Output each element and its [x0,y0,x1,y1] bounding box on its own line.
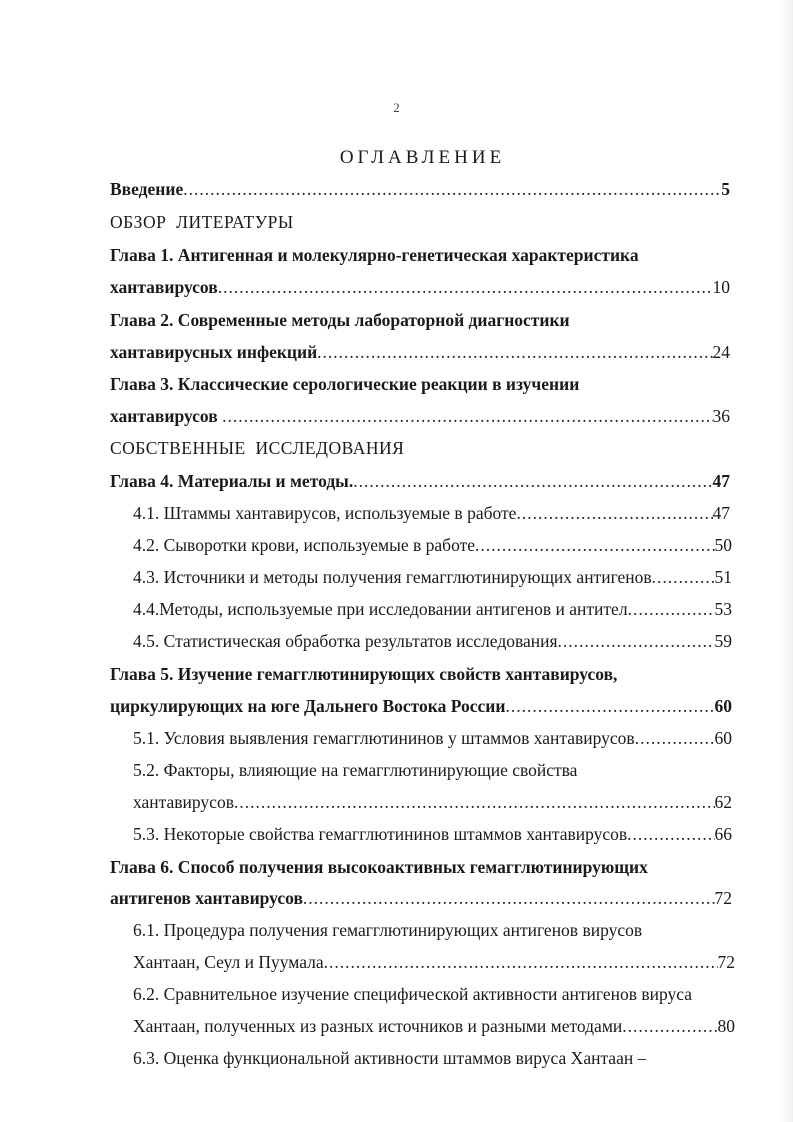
toc-entry-text: антигенов хантавирусов [110,888,303,908]
toc-entry-text: Введение [110,179,184,199]
toc-entry-page: 10 [712,277,730,297]
toc-leader-dots [183,178,721,200]
toc-entry-s6-1[interactable] [133,951,735,973]
page-number: 2 [393,100,400,115]
toc-leader-dots [627,823,714,845]
toc-entry-ch5[interactable] [110,695,732,717]
toc-leader-dots [558,630,715,652]
toc-entry-ch6[interactable] [110,887,732,909]
toc-entry-page: 72 [717,952,735,972]
toc-entry-page: 47 [712,471,730,491]
toc-entry-s4-2[interactable] [133,534,732,556]
toc-entry-text: Хантаан, Сеул и Пуумала [133,952,324,972]
toc-entry-text: Хантаан, полученных из разных источников и разными методами [133,1016,623,1036]
toc-entry-page: 53 [714,599,732,619]
toc-leader-dots [475,534,714,556]
toc-entry-page: 62 [714,792,732,812]
toc-entry-ch2-line1[interactable]: Глава 2. Современные методы лабораторной диагностики [110,310,570,330]
toc-entry-s4-5[interactable] [133,630,732,652]
toc-entry-page: 60 [714,696,732,716]
scan-edge-shadow [779,0,793,1122]
toc-entry-s4-3[interactable] [133,566,732,588]
toc-entry-page: 72 [714,888,732,908]
toc-entry-ch6-line1[interactable]: Глава 6. Способ получения высокоактивных гемагглютинирующих [110,857,648,877]
toc-entry-intro[interactable] [110,178,730,200]
toc-entry-text: хантавирусов [133,792,234,812]
toc-entry-s5-3[interactable] [133,823,732,845]
toc-entry-page: 24 [712,342,730,362]
page-title: ОГЛАВЛЕНИЕ [339,147,506,168]
toc-entry-ch4[interactable] [110,470,730,492]
toc-entry-text: хантавирусов [110,277,218,297]
toc-leader-dots [218,276,713,298]
toc-entry-s6-2[interactable] [133,1015,735,1037]
toc-leader-dots [324,951,718,973]
toc-entry-ch3-line1[interactable]: Глава 3. Классические серологические реакции в изучении [110,374,580,394]
toc-leader-dots [652,566,715,588]
toc-leader-dots [505,695,714,717]
toc-entry-s5-2[interactable] [133,791,732,813]
toc-entry-text: 5.3. Некоторые свойства гемагглютининов штаммов хантавирусов [133,824,628,844]
toc-entry-text: 4.2. Сыворотки крови, используемые в работе [133,535,476,555]
toc-entry-s6-2-line1[interactable]: 6.2. Сравнительное изучение специфической активности антигенов вируса [133,984,693,1004]
toc-leader-dots [622,1015,717,1037]
toc-entry-text: хантавирусов [110,406,223,426]
toc-entry-text: 4.3. Источники и методы получения гемагглютинирующих антигенов [133,567,652,587]
toc-entry-ch1[interactable] [110,276,730,298]
toc-entry-s5-1[interactable] [133,727,732,749]
toc-entry-page: 51 [714,567,732,587]
toc-entry-page: 47 [712,503,730,523]
toc-entry-text: 4.1. Штаммы хантавирусов, используемые в работе [133,503,517,523]
toc-entry-text: хантавирусных инфекций [110,342,318,362]
toc-entry-ch3[interactable] [110,405,730,427]
toc-leader-dots [628,598,715,620]
toc-entry-s4-1[interactable] [133,502,730,524]
toc-entry-page: 60 [714,728,732,748]
section-heading-review: ОБЗОР ЛИТЕРАТУРЫ [110,212,294,232]
toc-leader-dots [222,405,712,427]
toc-leader-dots [317,341,712,363]
toc-entry-text: 5.1. Условия выявления гемагглютининов у штаммов хантавирусов [133,728,635,748]
toc-entry-s6-1-line1[interactable]: 6.1. Процедура получения гемагглютинирующих антигенов вирусов [133,920,643,940]
toc-entry-s5-2-line1[interactable]: 5.2. Факторы, влияющие на гемагглютинирующие свойства [133,760,578,780]
toc-entry-text: 4.5. Статистическая обработка результатов исследования [133,631,558,651]
toc-entry-ch5-line1[interactable]: Глава 5. Изучение гемагглютинирующих свойств хантавирусов, [110,664,618,684]
toc-leader-dots [516,502,712,524]
toc-entry-ch1-line1[interactable]: Глава 1. Антигенная и молекулярно-генетическая характеристика [110,245,639,265]
toc-leader-dots [353,470,712,492]
toc-leader-dots [635,727,715,749]
toc-entry-text: циркулирующих на юге Дальнего Востока России [110,696,506,716]
toc-entry-ch2[interactable] [110,341,730,363]
toc-entry-page: 50 [714,535,732,555]
toc-entry-text: 4.4.Методы, используемые при исследовании антигенов и антител [133,599,628,619]
toc-entry-page: 80 [717,1016,735,1036]
toc-leader-dots [234,791,715,813]
section-heading-own-research: СОБСТВЕННЫЕ ИССЛЕДОВАНИЯ [110,438,405,458]
toc-entry-s6-3-line1[interactable]: 6.3. Оценка функциональной активности штаммов вируса Хантаан – [133,1048,647,1068]
toc-entry-page: 59 [714,631,732,651]
toc-entry-page: 66 [714,824,732,844]
toc-leader-dots [303,887,715,909]
toc-entry-page: 5 [721,179,730,199]
toc-entry-page: 36 [712,406,730,426]
toc-entry-text: Глава 4. Материалы и методы. [110,471,354,491]
toc-entry-s4-4[interactable] [133,598,732,620]
